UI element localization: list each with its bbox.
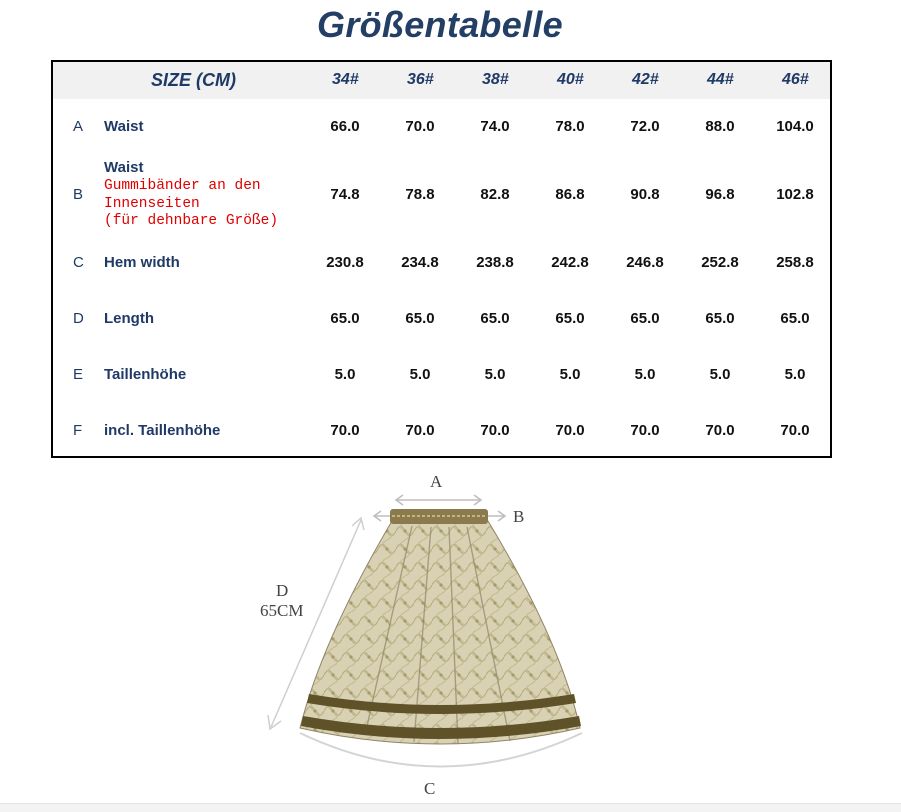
row-label: incl. Taillenhöhe (104, 422, 221, 439)
row-label: Hem width (104, 254, 180, 271)
table-cell: 65.0 (480, 310, 510, 327)
table-cell: 242.8 (551, 254, 589, 271)
table-cell: 238.8 (476, 254, 514, 271)
size-column-header: 34# (332, 71, 359, 88)
row-label: Taillenhöhe (104, 366, 187, 383)
table-cell: 5.0 (559, 366, 581, 383)
table-cell: 65.0 (705, 310, 735, 327)
table-cell: 96.8 (705, 186, 735, 203)
table-cell: 258.8 (776, 254, 814, 271)
table-cell: 72.0 (630, 118, 660, 135)
table-cell: 70.0 (405, 422, 435, 439)
table-cell: 82.8 (480, 186, 510, 203)
row-letter: B (73, 186, 84, 203)
table-cell: 70.0 (705, 422, 735, 439)
table-cell: 5.0 (409, 366, 431, 383)
row-letter: D (73, 310, 84, 327)
table-cell: 88.0 (705, 118, 735, 135)
size-column-header: 38# (482, 71, 509, 88)
table-cell: 78.0 (555, 118, 585, 135)
row-letter: C (73, 254, 84, 271)
diagram-label-d-value: 65CM (260, 601, 304, 620)
table-cell: 78.8 (405, 186, 435, 203)
table-cell: 74.0 (480, 118, 510, 135)
table-cell: 70.0 (780, 422, 810, 439)
table-cell: 65.0 (405, 310, 435, 327)
row-note: Gummibänder an den Innenseiten (für dehnbare Größe) (104, 178, 279, 229)
size-column-header: 44# (707, 71, 734, 88)
page-title: Größentabelle (317, 4, 563, 45)
table-cell: 5.0 (709, 366, 731, 383)
table-cell: 5.0 (784, 366, 806, 383)
diagram-label-b: B (513, 507, 525, 526)
size-column-header: 46# (782, 71, 809, 88)
size-column-header: 36# (407, 71, 434, 88)
diagram-label-c: C (424, 779, 436, 798)
size-header: SIZE (CM) (151, 70, 236, 90)
table-cell: 5.0 (634, 366, 656, 383)
row-label: Waist (104, 159, 144, 176)
row-letter: A (73, 118, 84, 135)
table-cell: 70.0 (555, 422, 585, 439)
row-label: Length (104, 310, 154, 327)
row-label: Waist (104, 118, 144, 135)
table-cell: 66.0 (330, 118, 360, 135)
skirt-illustration (300, 509, 581, 744)
table-cell: 65.0 (330, 310, 360, 327)
table-cell: 74.8 (330, 186, 360, 203)
table-cell: 65.0 (555, 310, 585, 327)
table-cell: 65.0 (780, 310, 810, 327)
table-cell: 5.0 (334, 366, 356, 383)
size-column-header: 40# (557, 71, 584, 88)
table-cell: 104.0 (776, 118, 814, 135)
table-cell: 102.8 (776, 186, 814, 203)
table-cell: 70.0 (480, 422, 510, 439)
table-cell: 246.8 (626, 254, 664, 271)
table-cell: 252.8 (701, 254, 739, 271)
table-cell: 70.0 (330, 422, 360, 439)
table-cell: 5.0 (484, 366, 506, 383)
table-cell: 234.8 (401, 254, 439, 271)
table-cell: 65.0 (630, 310, 660, 327)
table-cell: 90.8 (630, 186, 660, 203)
diagram-label-a: A (430, 472, 443, 491)
table-cell: 70.0 (405, 118, 435, 135)
row-letter: E (73, 366, 84, 383)
table-cell: 86.8 (555, 186, 585, 203)
row-letter: F (73, 422, 83, 439)
table-cell: 230.8 (326, 254, 364, 271)
waist-measure-a (396, 495, 481, 505)
size-column-header: 42# (632, 71, 659, 88)
diagram-label-d: D (276, 581, 289, 600)
table-cell: 70.0 (630, 422, 660, 439)
